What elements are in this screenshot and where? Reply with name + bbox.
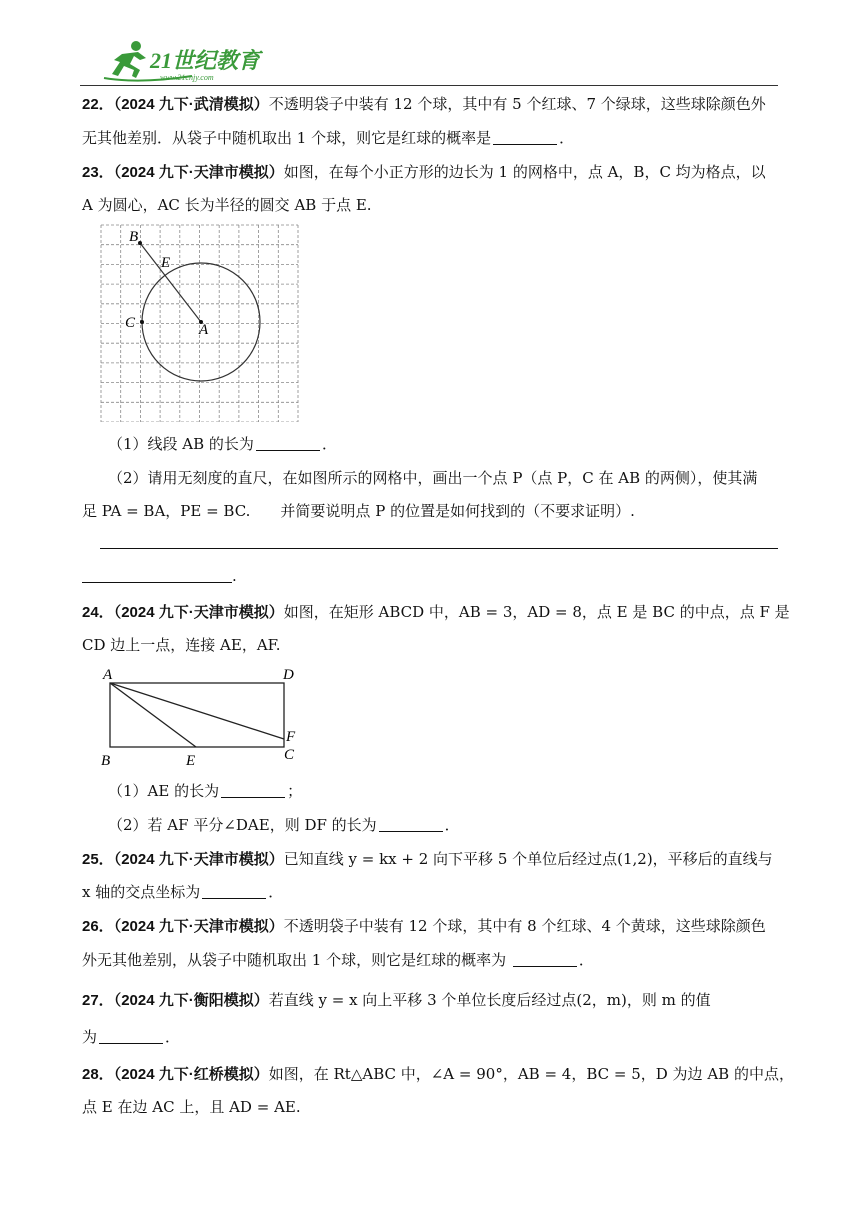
header-divider <box>80 85 778 86</box>
q24-sub1 <box>108 781 808 801</box>
q23-line2: A 为圆心，AC 长为半径的圆交 AB 于点 E. <box>82 196 372 214</box>
label-c: C <box>284 747 295 763</box>
q26-text2: 外无其他差别，从袋子中随机取出 1 个球，则它是红球的概率为 <box>82 951 511 969</box>
q26-number: 26． <box>82 918 114 935</box>
q22-number: 22． <box>82 96 114 113</box>
label-e: E <box>186 753 196 769</box>
point-b <box>138 241 142 245</box>
q28-source: （2024 九下·红桥模拟） <box>113 1066 269 1083</box>
q22-line2 <box>82 128 782 148</box>
q26-line2 <box>82 950 782 970</box>
label-a: A <box>103 667 113 683</box>
rectangle-abcd <box>110 683 284 747</box>
q23-source: （2024 九下·天津市模拟） <box>113 164 284 181</box>
q23-sub2-line1: （2）请用无刻度的直尺，在如图所示的网格中，画出一个点 P（点 P，C 在 AB 的两侧），使其满 <box>108 469 758 487</box>
q25-text2: x 轴的交点坐标为 <box>82 883 201 901</box>
q25-number: 25． <box>82 851 114 868</box>
q23-line1 <box>82 162 782 183</box>
segment-ae <box>110 683 196 747</box>
q22-source: （2024 九下·武清模拟） <box>113 96 269 113</box>
label-a: A <box>199 322 209 338</box>
q27-text: 若直线 y = x 向上平移 3 个单位长度后经过点(2，m)，则 m 的值 <box>268 991 711 1009</box>
point-c <box>140 320 144 324</box>
q23-sub2-line2: 足 PA = BA，PE = BC. 并简要说明点 P 的位置是如何找到的（不要求证明）. <box>82 502 635 520</box>
q22-answer-blank[interactable] <box>493 130 557 145</box>
logo-url: www.21cnjy.com <box>160 73 214 82</box>
q23-answer-line[interactable] <box>100 548 778 549</box>
q28-line2: 点 E 在边 AC 上，且 AD = AE. <box>82 1098 301 1116</box>
q27-answer-blank[interactable] <box>99 1029 163 1044</box>
q28-number: 28． <box>82 1066 114 1083</box>
q25-source: （2024 九下·天津市模拟） <box>113 851 284 868</box>
q23-sub1-text: （1）线段 AB 的长为 <box>108 435 254 453</box>
segment-af <box>110 683 284 739</box>
q28-text: 如图，在 Rt△ABC 中，∠A = 90°，AB = 4，BC = 5，D 为边 AB 的中点， <box>268 1065 794 1083</box>
q24-sub1-text: （1）AE 的长为 <box>108 782 220 800</box>
q24-sub2-text: （2）若 AF 平分∠DAE，则 DF 的长为 <box>108 816 377 834</box>
q24-text: 如图，在矩形 ABCD 中，AB = 3，AD = 8，点 E 是 BC 的中点，点 F 是 <box>283 603 790 621</box>
q23-sub1-period: ． <box>321 435 337 453</box>
q27-period: ． <box>165 1028 181 1046</box>
q23-number: 23． <box>82 164 114 181</box>
segment-ab <box>140 243 201 322</box>
q22-text: 不透明袋子中装有 12 个球，其中有 5 个红球、7 个绿球，这些球除颜色外 <box>268 95 766 113</box>
label-b: B <box>129 229 139 245</box>
q25-line1 <box>82 849 782 870</box>
q23-tail: . <box>232 567 237 585</box>
q26-answer-blank[interactable] <box>513 952 577 967</box>
q24-line1 <box>82 602 790 623</box>
q25-text: 已知直线 y = kx + 2 向下平移 5 个单位后经过点(1,2)，平移后的直线与 <box>283 850 773 868</box>
q24-number: 24． <box>82 604 114 621</box>
q24-sub1-blank[interactable] <box>221 783 285 798</box>
q27-line2 <box>82 1027 782 1047</box>
q28-line1 <box>82 1064 794 1085</box>
q23-sub1 <box>108 434 808 454</box>
q26-period: ． <box>578 951 594 969</box>
site-logo <box>100 38 280 84</box>
q24-rectangle-figure <box>98 664 308 772</box>
q26-text: 不透明袋子中装有 12 个球，其中有 8 个红球、4 个黄球，这些球除颜色 <box>283 917 766 935</box>
q25-line2 <box>82 882 782 902</box>
q22-period: ． <box>559 129 575 147</box>
q23-answer-blank[interactable] <box>82 568 232 583</box>
q24-sub2 <box>108 815 808 835</box>
q25-period: ． <box>268 883 284 901</box>
q27-number: 27． <box>82 992 114 1009</box>
q27-source: （2024 九下·衡阳模拟） <box>113 992 269 1009</box>
label-c: C <box>125 315 136 331</box>
logo-text: 21世纪教育 <box>150 48 261 73</box>
label-f: F <box>286 729 296 745</box>
q23-sub1-blank[interactable] <box>256 436 320 451</box>
q27-text2: 为 <box>82 1028 98 1046</box>
q24-source: （2024 九下·天津市模拟） <box>113 604 284 621</box>
q25-answer-blank[interactable] <box>202 884 266 899</box>
q23-answer-line2 <box>82 566 782 586</box>
q24-sub2-blank[interactable] <box>379 817 443 832</box>
q23-grid-figure <box>100 224 300 422</box>
q24-sub2-punct: ． <box>444 816 460 834</box>
q24-sub1-punct: ； <box>287 782 303 800</box>
q27-line1 <box>82 990 782 1011</box>
label-e: E <box>161 255 171 271</box>
q24-line2: CD 边上一点，连接 AE，AF. <box>82 636 281 654</box>
label-b: B <box>101 753 111 769</box>
label-d: D <box>283 667 294 683</box>
q23-text: 如图，在每个小正方形的边长为 1 的网格中，点 A，B，C 均为格点，以 <box>283 163 766 181</box>
q22-line1 <box>82 94 782 115</box>
q22-text2: 无其他差别．从袋子中随机取出 1 个球，则它是红球的概率是 <box>82 129 492 147</box>
q26-line1 <box>82 916 782 937</box>
q26-source: （2024 九下·天津市模拟） <box>113 918 284 935</box>
